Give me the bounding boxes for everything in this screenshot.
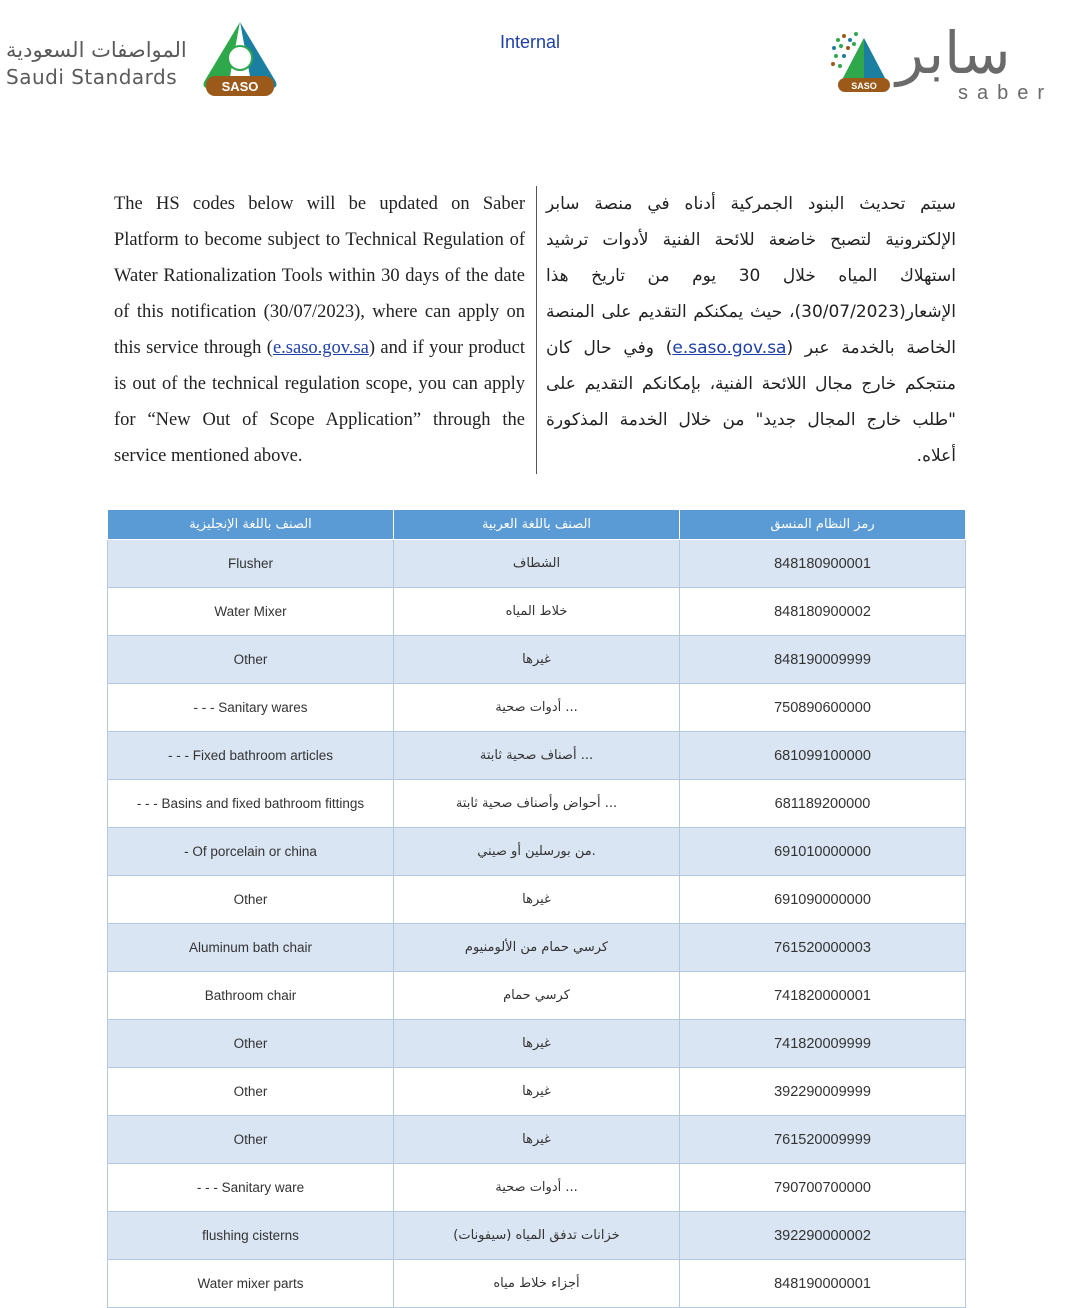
hs-code-cell: 848180900001	[680, 540, 966, 588]
notice-english	[114, 186, 525, 474]
arabic-item-cell: .من بورسلين أو صيني	[394, 828, 680, 876]
arabic-item-cell: كرسي حمام من الألومنيوم	[394, 924, 680, 972]
hs-code-cell: 691010000000	[680, 828, 966, 876]
table-row	[108, 924, 966, 972]
table-row	[108, 1260, 966, 1308]
table-row	[108, 828, 966, 876]
hs-code-cell: 848180900002	[680, 588, 966, 636]
notice-arabic-text-2: ) وفي حال كان منتجكم خارج مجال اللائحة الفنية، بإمكانكم التقديم على "طلب خارج المجال جديد" من خلال الخدمة المذكورة أعلاه.	[546, 338, 956, 466]
notice-divider	[536, 186, 537, 474]
table-row	[108, 972, 966, 1020]
saso-english-name: Saudi Standards	[6, 65, 178, 89]
notice-english-text-2: ) and if your product is out of the technical regulation scope, you can apply for “New Out of Scope Application” through the service mentioned above.	[114, 338, 525, 466]
arabic-item-cell: غيرها	[394, 1068, 680, 1116]
saso-badge-text: SASO	[221, 79, 259, 94]
notice-arabic	[546, 186, 956, 474]
english-item-cell: Water mixer parts	[108, 1260, 394, 1308]
saso-wordmark	[6, 36, 191, 90]
notice-arabic-text-1: سيتم تحديث البنود الجمركية أدناه في منصة سابر الإلكترونية لتصبح خاضعة للائحة الفنية لأدوات ترشيد استهلاك المياه خلال 30 يوم من تاريخ هذا الإشعار(30/07/2023)، حيث يمكنكم التقديم على المنصة الخاصة بالخدمة عبر (	[546, 194, 956, 358]
arabic-item-cell: غيرها	[394, 1020, 680, 1068]
hs-code-cell: 392290000002	[680, 1212, 966, 1260]
table-row	[108, 1212, 966, 1260]
arabic-item-cell: غيرها	[394, 876, 680, 924]
english-item-cell: Water Mixer	[108, 588, 394, 636]
hs-code-cell: 761520000003	[680, 924, 966, 972]
hs-code-cell: 741820009999	[680, 1020, 966, 1068]
header-arabic-item: الصنف باللغة العربية	[394, 510, 680, 540]
table-row	[108, 540, 966, 588]
arabic-item-cell: ... أحواض وأصناف صحية ثابتة	[394, 780, 680, 828]
hs-code-cell: 750890600000	[680, 684, 966, 732]
arabic-item-cell: أجزاء خلاط مياه	[394, 1260, 680, 1308]
hs-code-cell: 741820000001	[680, 972, 966, 1020]
english-item-cell: - - - Sanitary ware	[108, 1164, 394, 1212]
page-header	[0, 0, 1080, 130]
hs-code-cell: 848190000001	[680, 1260, 966, 1308]
hs-code-cell: 392290009999	[680, 1068, 966, 1116]
english-item-cell: - - - Basins and fixed bathroom fittings	[108, 780, 394, 828]
arabic-item-cell: خزانات تدفق المياه (سيفونات)	[394, 1212, 680, 1260]
arabic-item-cell: غيرها	[394, 636, 680, 684]
english-item-cell: - - - Fixed bathroom articles	[108, 732, 394, 780]
english-item-cell: flushing cisterns	[108, 1212, 394, 1260]
table-row	[108, 588, 966, 636]
table-row	[108, 1020, 966, 1068]
saso-triangle-logo-icon	[198, 18, 282, 98]
header-hs-code: رمز النظام المنسق	[680, 510, 966, 540]
table-row	[108, 876, 966, 924]
english-item-cell: Other	[108, 1020, 394, 1068]
hs-code-cell: 848190009999	[680, 636, 966, 684]
saber-badge-text: SASO	[851, 81, 877, 91]
arabic-item-cell: الشطاف	[394, 540, 680, 588]
english-item-cell: Aluminum bath chair	[108, 924, 394, 972]
arabic-item-cell: خلاط المياه	[394, 588, 680, 636]
saber-english-wordmark: saber	[958, 82, 1054, 104]
arabic-item-cell: ... أدوات صحية	[394, 684, 680, 732]
arabic-item-cell: غيرها	[394, 1116, 680, 1164]
saber-logo-icon	[828, 30, 892, 96]
table-row	[108, 1068, 966, 1116]
notice-english-link[interactable]: e.saso.gov.sa	[272, 338, 369, 358]
table-header-row	[108, 510, 966, 540]
hs-code-cell: 681189200000	[680, 780, 966, 828]
table-row	[108, 636, 966, 684]
english-item-cell: Bathroom chair	[108, 972, 394, 1020]
hs-code-cell: 761520009999	[680, 1116, 966, 1164]
table-body	[108, 540, 966, 1308]
arabic-item-cell: ... أدوات صحية	[394, 1164, 680, 1212]
english-item-cell: - - - Sanitary wares	[108, 684, 394, 732]
table-row	[108, 1164, 966, 1212]
english-item-cell: Other	[108, 1116, 394, 1164]
english-item-cell: Other	[108, 1068, 394, 1116]
english-item-cell: Other	[108, 636, 394, 684]
hs-code-cell: 681099100000	[680, 732, 966, 780]
hs-code-cell: 691090000000	[680, 876, 966, 924]
english-item-cell: Other	[108, 876, 394, 924]
english-item-cell: Flusher	[108, 540, 394, 588]
table-row	[108, 732, 966, 780]
arabic-item-cell: كرسي حمام	[394, 972, 680, 1020]
header-english-item: الصنف باللغة الإنجليزية	[108, 510, 394, 540]
arabic-item-cell: ... أصناف صحية ثابتة	[394, 732, 680, 780]
table-row	[108, 780, 966, 828]
table-row	[108, 1116, 966, 1164]
hs-codes-table	[107, 509, 966, 1308]
table-row	[108, 684, 966, 732]
saber-arabic-wordmark: سابر	[896, 19, 1011, 87]
notice-arabic-link[interactable]: e.saso.gov.sa	[672, 338, 787, 358]
saso-arabic-name: المواصفات السعودية	[6, 38, 187, 62]
hs-code-cell: 790700700000	[680, 1164, 966, 1212]
classification-label: Internal	[500, 32, 561, 52]
notice-english-text-1: The HS codes below will be updated on Saber Platform to become subject to Technical Regulation of Water Rationalization Tools within 30 days of the date of this notification (30/07/2023), where can apply on this service through (	[114, 194, 525, 358]
english-item-cell: - Of porcelain or china	[108, 828, 394, 876]
